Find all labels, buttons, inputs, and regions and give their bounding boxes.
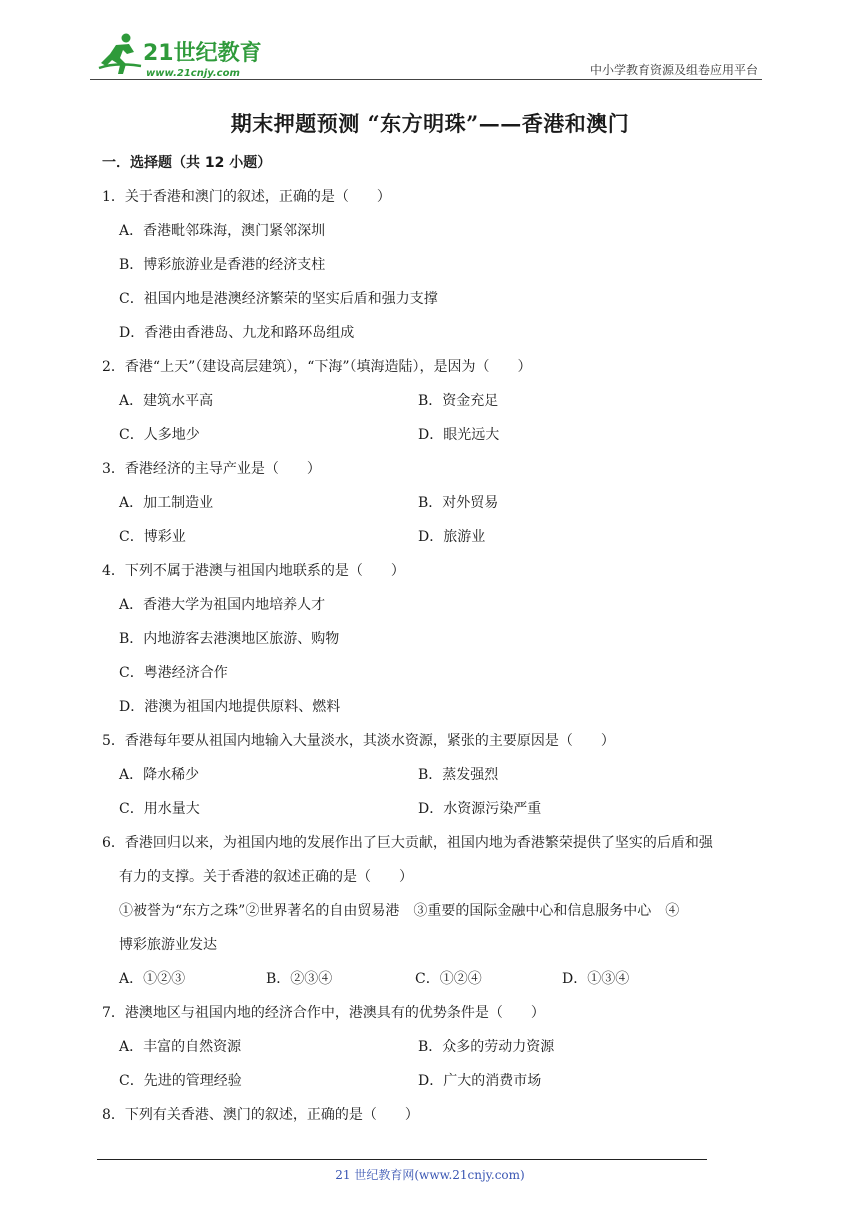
question-stem-line: 有力的支撑。关于香港的叙述正确的是（ ）: [119, 869, 413, 885]
question-stem: 1．关于香港和澳门的叙述，正确的是（ ）: [102, 189, 391, 205]
logo-url: www.21cnjy.com: [146, 68, 240, 79]
option: A．降水稀少: [119, 767, 200, 783]
question-stem: 2．香港“上天”（建设高层建筑），“下海”（填海造陆），是因为（ ）: [102, 359, 532, 375]
option: C．用水量大: [119, 801, 200, 817]
section-heading: 一．选择题（共 12 小题）: [102, 155, 272, 171]
option: C．博彩业: [119, 529, 186, 545]
question-stem-line: 博彩旅游业发达: [119, 937, 217, 953]
option: A．香港毗邻珠海，澳门紧邻深圳: [119, 223, 326, 239]
question-stem: 4．下列不属于港澳与祖国内地联系的是（ ）: [102, 563, 405, 579]
option: B．②③④: [266, 971, 333, 987]
option: D．水资源污染严重: [418, 801, 542, 817]
option: A．丰富的自然资源: [119, 1039, 242, 1055]
option: D．广大的消费市场: [418, 1073, 542, 1089]
option: B．内地游客去港澳地区旅游、购物: [119, 631, 340, 647]
logo-21cnjy: [96, 32, 271, 80]
option: C．人多地少: [119, 427, 200, 443]
question-stem: 3．香港经济的主导产业是（ ）: [102, 461, 321, 477]
option: D．港澳为祖国内地提供原料、燃料: [119, 699, 341, 715]
option: B．众多的劳动力资源: [418, 1039, 555, 1055]
option: B．资金充足: [418, 393, 499, 409]
page-header: [90, 28, 762, 80]
option: B．蒸发强烈: [418, 767, 499, 783]
question-stem: 8．下列有关香港、澳门的叙述，正确的是（ ）: [102, 1107, 419, 1123]
option: C．先进的管理经验: [119, 1073, 242, 1089]
option: A．香港大学为祖国内地培养人才: [119, 597, 326, 613]
option: D．①③④: [562, 971, 630, 987]
question-stem: 7．港澳地区与祖国内地的经济合作中，港澳具有的优势条件是（ ）: [102, 1005, 545, 1021]
option: D．香港由香港岛、九龙和路环岛组成: [119, 325, 355, 341]
option: A．建筑水平高: [119, 393, 214, 409]
option: B．博彩旅游业是香港的经济支柱: [119, 257, 326, 273]
header-divider: [90, 79, 762, 80]
option: A．①②③: [119, 971, 186, 987]
option: D．旅游业: [418, 529, 486, 545]
question-stem-line: ①被誉为“东方之珠”②世界著名的自由贸易港 ③重要的国际金融中心和信息服务中心 ④: [119, 903, 680, 919]
page-title: 期末押题预测 “东方明珠”——香港和澳门: [230, 111, 630, 136]
option: A．加工制造业: [119, 495, 214, 511]
header-platform-text: 中小学教育资源及组卷应用平台: [589, 63, 758, 77]
logo-text: 21世纪教育: [143, 41, 262, 66]
option: D．眼光远大: [418, 427, 500, 443]
question-stem-line: 6．香港回归以来，为祖国内地的发展作出了巨大贡献，祖国内地为香港繁荣提供了坚实的后盾和强: [102, 835, 713, 851]
footer-divider: [97, 1159, 707, 1160]
option: C．①②④: [415, 971, 482, 987]
option: C．粤港经济合作: [119, 665, 228, 681]
option: C．祖国内地是港澳经济繁荣的坚实后盾和强力支撑: [119, 291, 438, 307]
option: B．对外贸易: [418, 495, 499, 511]
footer-text: 21 世纪教育网(www.21cnjy.com): [335, 1168, 525, 1182]
question-stem: 5．香港每年要从祖国内地输入大量淡水，其淡水资源，紧张的主要原因是（ ）: [102, 733, 615, 749]
